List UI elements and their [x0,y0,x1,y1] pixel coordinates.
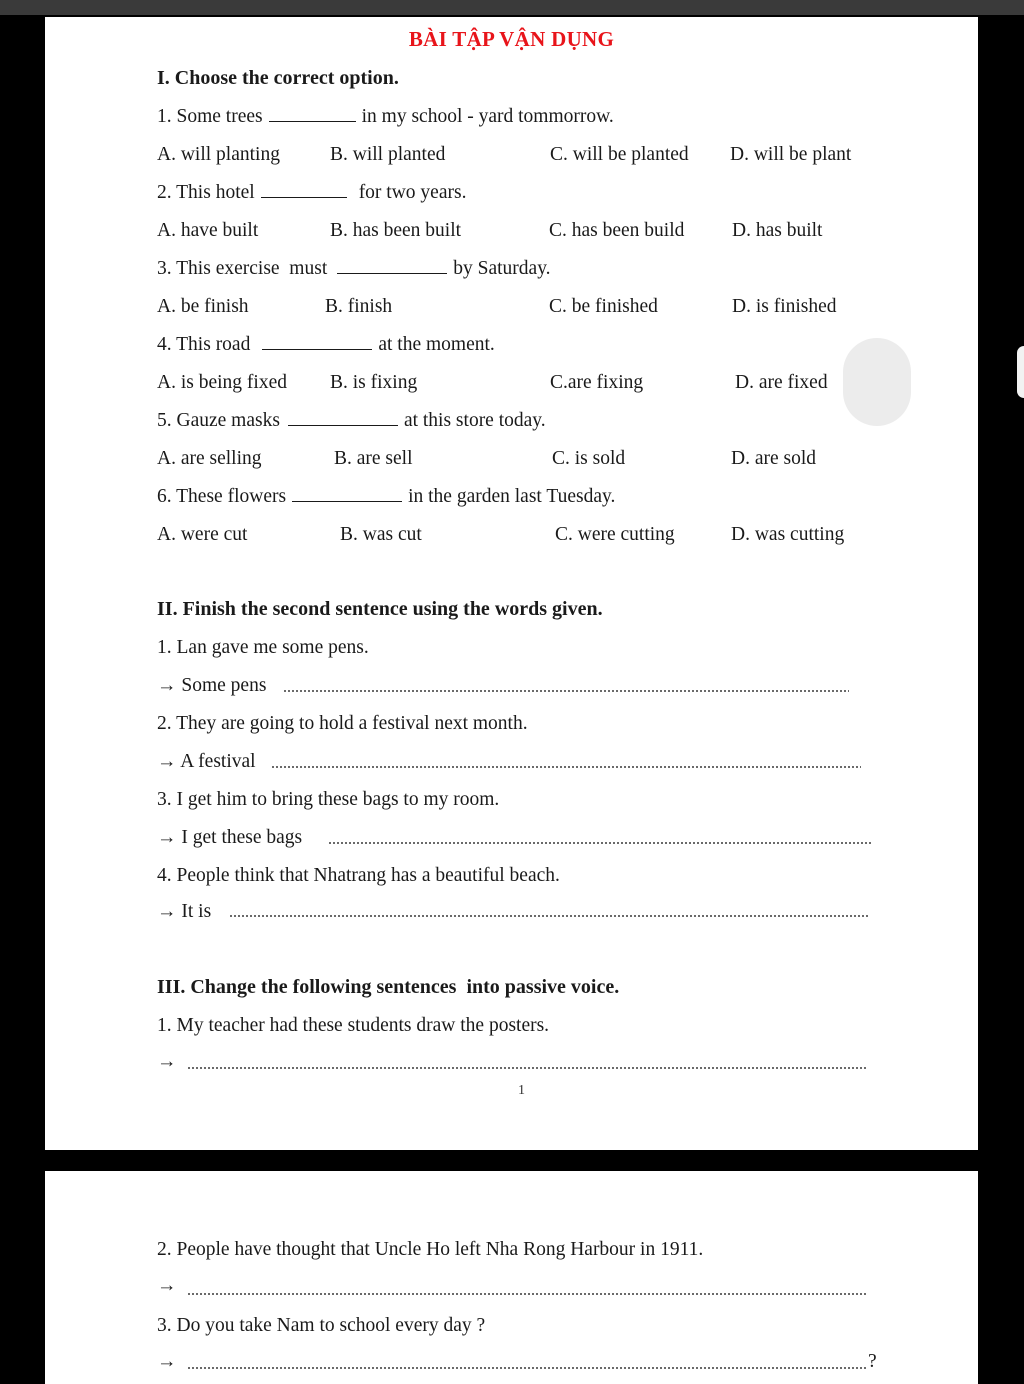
document-page-1 [45,17,978,1150]
rewrite-4-answer-line[interactable] [229,915,870,917]
section-3-heading: III. Change the following sentences into passive voice. [157,976,620,998]
q5-option-b[interactable]: B. are sell [334,448,413,469]
q5-option-a[interactable]: A. are selling [157,448,262,469]
q3-option-c[interactable]: C. be finished [549,296,658,317]
q6-option-a[interactable]: A. were cut [157,524,248,545]
q2-option-d[interactable]: D. has built [732,220,823,241]
rewrite-1-sentence: 1. Lan gave me some pens. [157,637,369,658]
rewrite-4-prompt: → It is [157,901,212,922]
q3-option-b[interactable]: B. finish [325,296,393,317]
question-4: 4. This road at the moment. [157,334,495,355]
q3-option-a[interactable]: A. be finish [157,296,249,317]
passive-3-question-mark: ? [868,1351,877,1372]
q6-option-b[interactable]: B. was cut [340,524,422,545]
passive-1-answer-line[interactable] [187,1067,868,1069]
question-1: 1. Some trees in my school - yard tommorrow. [157,106,614,127]
passive-1-sentence: 1. My teacher had these students draw the posters. [157,1015,550,1036]
question-2: 2. This hotel for two years. [157,182,467,203]
section-1-heading: I. Choose the correct option. [157,67,399,89]
q4-option-d[interactable]: D. are fixed [735,372,828,393]
passive-2-sentence: 2. People have thought that Uncle Ho left Nha Rong Harbour in 1911. [157,1239,704,1260]
passive-2-answer-line[interactable] [187,1293,868,1295]
q4-option-b[interactable]: B. is fixing [330,372,418,393]
rewrite-2-answer-line[interactable] [271,766,861,768]
rewrite-1-prompt: → Some pens [157,675,267,696]
q3-option-d[interactable]: D. is finished [732,296,837,317]
section-2-heading: II. Finish the second sentence using the words given. [157,598,603,620]
worksheet-title: BÀI TẬP VẬN DỤNG [408,27,615,51]
q6-option-d[interactable]: D. was cutting [731,524,845,545]
q1-option-d[interactable]: D. will be plant [730,144,852,165]
q1-option-c[interactable]: C. will be planted [550,144,689,165]
viewer-top-bar [0,0,1024,15]
q5-option-d[interactable]: D. are sold [731,448,817,469]
q4-option-c[interactable]: C.are fixing [550,372,644,393]
side-drawer-handle[interactable] [1017,346,1024,398]
q6-option-c[interactable]: C. were cutting [555,524,675,545]
passive-3-prompt: → [157,1351,177,1372]
question-6: 6. These flowers in the garden last Tuesday. [157,486,616,507]
floating-scroll-thumb[interactable] [843,338,911,426]
rewrite-1-answer-line[interactable] [283,690,849,692]
rewrite-3-answer-line[interactable] [328,842,871,844]
passive-3-answer-line[interactable] [187,1367,867,1369]
passive-3-sentence: 3. Do you take Nam to school every day ? [157,1315,486,1336]
q1-option-a[interactable]: A. will planting [157,144,280,165]
document-page-2 [45,1171,978,1384]
q2-option-b[interactable]: B. has been built [330,220,462,241]
passive-2-prompt: → [157,1275,177,1296]
rewrite-2-sentence: 2. They are going to hold a festival next month. [157,713,528,734]
q1-option-b[interactable]: B. will planted [330,144,446,165]
passive-1-prompt: → [157,1051,177,1072]
rewrite-4-sentence: 4. People think that Nhatrang has a beautiful beach. [157,865,560,886]
rewrite-3-prompt: → I get these bags [157,827,303,848]
q2-option-a[interactable]: A. have built [157,220,259,241]
question-5: 5. Gauze masks at this store today. [157,410,546,431]
question-3: 3. This exercise must by Saturday. [157,258,551,279]
page-number: 1 [518,1083,525,1098]
rewrite-2-prompt: → A festival [157,751,256,772]
q4-option-a[interactable]: A. is being fixed [157,372,287,393]
q2-option-c[interactable]: C. has been build [549,220,685,241]
q5-option-c[interactable]: C. is sold [552,448,626,469]
rewrite-3-sentence: 3. I get him to bring these bags to my room. [157,789,500,810]
